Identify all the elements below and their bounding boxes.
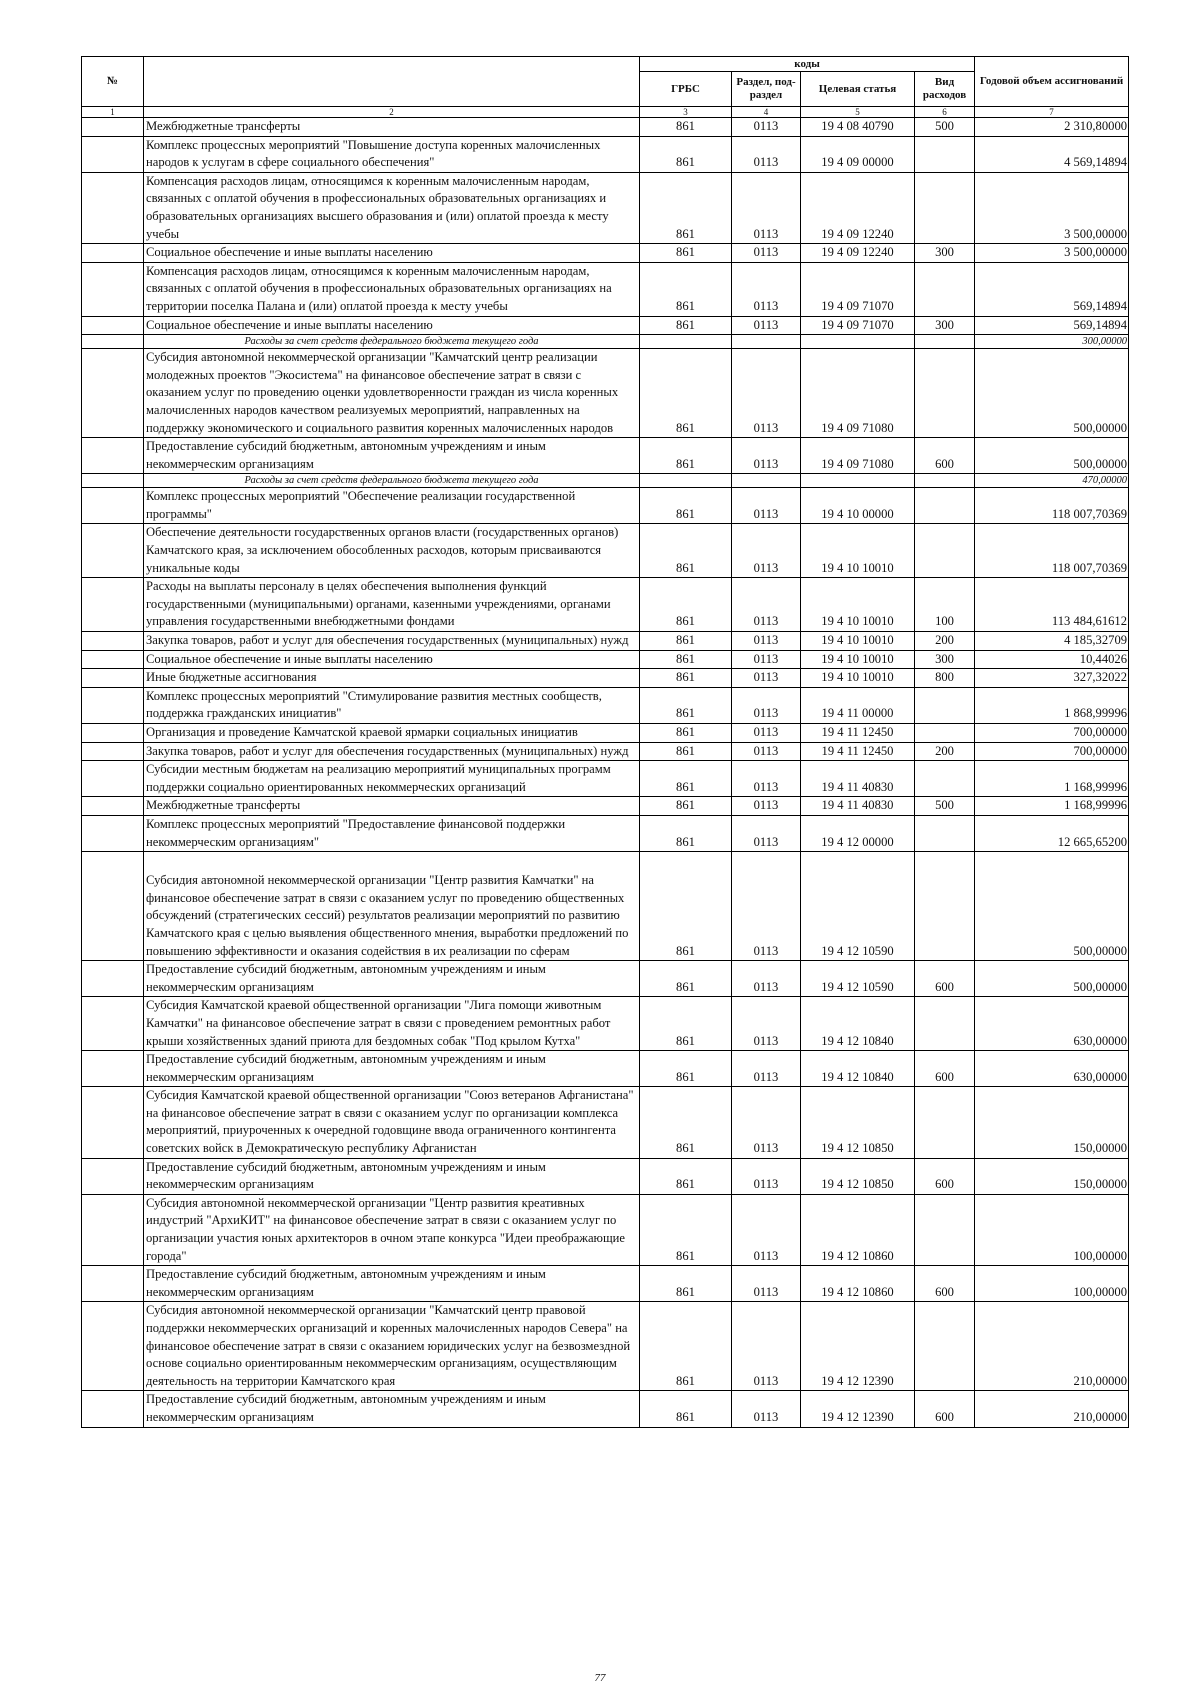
kind-cell	[915, 172, 975, 243]
grbs-cell: 861	[640, 852, 732, 961]
amount-cell: 150,00000	[975, 1158, 1129, 1194]
row-name-cell: Расходы за счет средств федерального бюджета текущего года	[144, 335, 640, 349]
row-name-cell: Предоставление субсидий бюджетным, автономным учреждениям и иным некоммерческим организациям	[144, 1266, 640, 1302]
kind-cell	[915, 524, 975, 578]
row-number-cell	[82, 724, 144, 743]
row-name-cell: Социальное обеспечение и иные выплаты населению	[144, 650, 640, 669]
row-number-cell	[82, 349, 144, 438]
table-row	[82, 797, 1129, 816]
section-cell: 0113	[732, 852, 801, 961]
grbs-cell: 861	[640, 136, 732, 172]
row-name-cell: Расходы на выплаты персоналу в целях обеспечения выполнения функций государственными (муниципальными) органами, казенными учреждениями, органами управления государственными внебюджетными фондами	[144, 578, 640, 632]
row-number-cell	[82, 172, 144, 243]
header-amount: Годовой объем ассигнований	[975, 57, 1129, 107]
row-number-cell	[82, 578, 144, 632]
grbs-cell: 861	[640, 742, 732, 761]
target-cell: 19 4 12 10590	[801, 961, 915, 997]
kind-cell	[915, 687, 975, 723]
row-name-cell: Компенсация расходов лицам, относящимся к коренным малочисленным народам, связанных с оплатой обучения в профессиональных образовательных организациях на территории поселка Палана и (или) оплатой проезда к месту учебы	[144, 262, 640, 316]
target-cell: 19 4 10 10010	[801, 650, 915, 669]
amount-cell: 210,00000	[975, 1391, 1129, 1427]
row-number-cell	[82, 1266, 144, 1302]
amount-cell: 210,00000	[975, 1302, 1129, 1391]
section-cell: 0113	[732, 438, 801, 474]
table-row	[82, 724, 1129, 743]
section-cell: 0113	[732, 244, 801, 263]
section-cell: 0113	[732, 172, 801, 243]
row-number-cell	[82, 1391, 144, 1427]
table-row	[82, 1194, 1129, 1265]
row-number-cell	[82, 961, 144, 997]
target-cell: 19 4 09 00000	[801, 136, 915, 172]
table-row	[82, 997, 1129, 1051]
section-cell: 0113	[732, 136, 801, 172]
table-row	[82, 136, 1129, 172]
target-cell: 19 4 12 12390	[801, 1391, 915, 1427]
target-cell: 19 4 11 12450	[801, 742, 915, 761]
row-number-cell	[82, 438, 144, 474]
amount-cell: 4 185,32709	[975, 632, 1129, 651]
target-cell: 19 4 09 71080	[801, 438, 915, 474]
header-target: Целевая статья	[801, 72, 915, 107]
table-row	[82, 1391, 1129, 1427]
row-number-cell	[82, 244, 144, 263]
row-name-cell: Организация и проведение Камчатской краевой ярмарки социальных инициатив	[144, 724, 640, 743]
row-number-cell	[82, 997, 144, 1051]
table-row	[82, 815, 1129, 851]
row-name-cell: Межбюджетные трансферты	[144, 797, 640, 816]
grbs-cell	[640, 335, 732, 349]
amount-cell: 150,00000	[975, 1087, 1129, 1158]
target-cell: 19 4 10 00000	[801, 488, 915, 524]
row-number-cell	[82, 524, 144, 578]
table-row	[82, 578, 1129, 632]
amount-cell: 100,00000	[975, 1266, 1129, 1302]
column-number: 1	[82, 107, 144, 118]
target-cell: 19 4 12 10840	[801, 997, 915, 1051]
section-cell: 0113	[732, 262, 801, 316]
row-number-cell	[82, 1302, 144, 1391]
amount-cell: 470,00000	[975, 474, 1129, 488]
row-name-cell: Субсидия автономной некоммерческой организации "Центр развития креативных индустрий "АрхиКИТ" на финансовое обеспечение затрат в связи с оказанием услуг по организации участия юных архитекторов в очном этапе конкурса "Идеи преображающие города"	[144, 1194, 640, 1265]
row-name-cell: Субсидия Камчатской краевой общественной организации "Союз ветеранов Афганистана" на финансовое обеспечение затрат в связи с оказанием услуг по организации комплекса мероприятий, приуроченных к очередной годовщине ввода ограниченного контингента советских войск в Демократическую республику Афганистан	[144, 1087, 640, 1158]
grbs-cell: 861	[640, 1158, 732, 1194]
column-number: 7	[975, 107, 1129, 118]
table-row	[82, 488, 1129, 524]
target-cell: 19 4 12 10590	[801, 852, 915, 961]
kind-cell	[915, 1194, 975, 1265]
amount-cell: 1 168,99996	[975, 761, 1129, 797]
column-numbers-row	[82, 107, 1129, 118]
grbs-cell: 861	[640, 118, 732, 137]
row-number-cell	[82, 488, 144, 524]
row-number-cell	[82, 474, 144, 488]
column-number: 3	[640, 107, 732, 118]
column-number: 4	[732, 107, 801, 118]
row-number-cell	[82, 852, 144, 961]
kind-cell: 500	[915, 118, 975, 137]
grbs-cell: 861	[640, 815, 732, 851]
kind-cell: 300	[915, 316, 975, 335]
federal-funds-row	[82, 474, 1129, 488]
target-cell: 19 4 11 00000	[801, 687, 915, 723]
header-grbs: ГРБС	[640, 72, 732, 107]
row-number-cell	[82, 687, 144, 723]
amount-cell: 118 007,70369	[975, 524, 1129, 578]
table-header	[82, 57, 1129, 118]
amount-cell: 1 168,99996	[975, 797, 1129, 816]
column-number: 6	[915, 107, 975, 118]
kind-cell	[915, 474, 975, 488]
target-cell: 19 4 11 40830	[801, 797, 915, 816]
row-name-cell: Субсидия автономной некоммерческой организации "Камчатский центр реализации молодежных проектов "Экосистема" на финансовое обеспечение затрат в связи с оказанием услуг по проведению оценки удовлетворенности граждан из числа коренных малочисленных народов качеством реализуемых мероприятий, направленных на поддержку экономического и социального развития коренных малочисленных народов	[144, 349, 640, 438]
amount-cell: 327,32022	[975, 669, 1129, 688]
row-name-cell: Иные бюджетные ассигнования	[144, 669, 640, 688]
kind-cell	[915, 349, 975, 438]
section-cell: 0113	[732, 316, 801, 335]
grbs-cell: 861	[640, 172, 732, 243]
grbs-cell: 861	[640, 349, 732, 438]
header-section: Раздел, под-раздел	[732, 72, 801, 107]
row-number-cell	[82, 1158, 144, 1194]
section-cell	[732, 335, 801, 349]
table-row	[82, 244, 1129, 263]
grbs-cell: 861	[640, 1391, 732, 1427]
row-name-cell: Предоставление субсидий бюджетным, автономным учреждениям и иным некоммерческим организациям	[144, 1391, 640, 1427]
amount-cell: 12 665,65200	[975, 815, 1129, 851]
amount-cell: 630,00000	[975, 1051, 1129, 1087]
table-row	[82, 650, 1129, 669]
table-row	[82, 262, 1129, 316]
section-cell: 0113	[732, 118, 801, 137]
target-cell: 19 4 12 10850	[801, 1158, 915, 1194]
section-cell: 0113	[732, 632, 801, 651]
amount-cell: 630,00000	[975, 997, 1129, 1051]
row-number-cell	[82, 669, 144, 688]
target-cell: 19 4 12 10860	[801, 1194, 915, 1265]
section-cell: 0113	[732, 650, 801, 669]
amount-cell: 1 868,99996	[975, 687, 1129, 723]
kind-cell	[915, 136, 975, 172]
amount-cell: 700,00000	[975, 724, 1129, 743]
target-cell: 19 4 09 71070	[801, 262, 915, 316]
grbs-cell: 861	[640, 761, 732, 797]
table-row	[82, 1158, 1129, 1194]
amount-cell: 569,14894	[975, 316, 1129, 335]
amount-cell: 700,00000	[975, 742, 1129, 761]
row-number-cell	[82, 742, 144, 761]
row-name-cell: Социальное обеспечение и иные выплаты населению	[144, 244, 640, 263]
kind-cell	[915, 488, 975, 524]
kind-cell: 200	[915, 742, 975, 761]
amount-cell: 300,00000	[975, 335, 1129, 349]
row-number-cell	[82, 316, 144, 335]
row-number-cell	[82, 1194, 144, 1265]
kind-cell: 600	[915, 1158, 975, 1194]
grbs-cell: 861	[640, 669, 732, 688]
row-name-cell: Субсидия Камчатской краевой общественной организации "Лига помощи животным Камчатки" на финансовое обеспечение затрат в связи с проведением ремонтных работ крыши хозяйственных зданий приюта для бездомных собак "Под крылом Кутха"	[144, 997, 640, 1051]
row-name-cell: Расходы за счет средств федерального бюджета текущего года	[144, 474, 640, 488]
target-cell: 19 4 09 71080	[801, 349, 915, 438]
table-row	[82, 524, 1129, 578]
table-body	[82, 118, 1129, 1428]
target-cell: 19 4 11 40830	[801, 761, 915, 797]
row-name-cell: Субсидии местным бюджетам на реализацию мероприятий муниципальных программ поддержки социально ориентированных некоммерческих организаций	[144, 761, 640, 797]
section-cell: 0113	[732, 997, 801, 1051]
row-name-cell: Предоставление субсидий бюджетным, автономным учреждениям и иным некоммерческим организациям	[144, 961, 640, 997]
amount-cell: 113 484,61612	[975, 578, 1129, 632]
amount-cell: 118 007,70369	[975, 488, 1129, 524]
amount-cell: 500,00000	[975, 438, 1129, 474]
section-cell: 0113	[732, 1266, 801, 1302]
amount-cell: 4 569,14894	[975, 136, 1129, 172]
row-name-cell: Компенсация расходов лицам, относящимся к коренным малочисленным народам, связанных с оплатой обучения в профессиональных образовательных организациях и образовательных организациях высшего образования и (или) оплатой проезда к месту учебы	[144, 172, 640, 243]
table-row	[82, 852, 1129, 961]
kind-cell: 300	[915, 244, 975, 263]
target-cell: 19 4 11 12450	[801, 724, 915, 743]
table-row	[82, 669, 1129, 688]
table-row	[82, 172, 1129, 243]
section-cell: 0113	[732, 578, 801, 632]
row-number-cell	[82, 136, 144, 172]
row-name-cell: Комплекс процессных мероприятий "Обеспечение реализации государственной программы"	[144, 488, 640, 524]
row-number-cell	[82, 797, 144, 816]
row-name-cell: Предоставление субсидий бюджетным, автономным учреждениям и иным некоммерческим организациям	[144, 1158, 640, 1194]
section-cell: 0113	[732, 669, 801, 688]
amount-cell: 500,00000	[975, 852, 1129, 961]
kind-cell: 600	[915, 438, 975, 474]
section-cell	[732, 474, 801, 488]
row-number-cell	[82, 1087, 144, 1158]
table-row	[82, 1051, 1129, 1087]
kind-cell: 600	[915, 1391, 975, 1427]
row-number-cell	[82, 118, 144, 137]
table-row	[82, 742, 1129, 761]
target-cell: 19 4 12 10850	[801, 1087, 915, 1158]
table-row	[82, 687, 1129, 723]
grbs-cell	[640, 474, 732, 488]
row-name-cell: Комплекс процессных мероприятий "Предоставление финансовой поддержки некоммерческим организациям"	[144, 815, 640, 851]
row-name-cell: Комплекс процессных мероприятий "Повышение доступа коренных малочисленных народов к услугам в сфере социального обеспечения"	[144, 136, 640, 172]
header-codes: коды	[640, 57, 975, 72]
section-cell: 0113	[732, 524, 801, 578]
section-cell: 0113	[732, 797, 801, 816]
grbs-cell: 861	[640, 488, 732, 524]
row-number-cell	[82, 761, 144, 797]
target-cell: 19 4 12 10860	[801, 1266, 915, 1302]
kind-cell: 600	[915, 1051, 975, 1087]
grbs-cell: 861	[640, 1302, 732, 1391]
grbs-cell: 861	[640, 438, 732, 474]
section-cell: 0113	[732, 742, 801, 761]
column-number: 2	[144, 107, 640, 118]
row-name-cell: Комплекс процессных мероприятий "Стимулирование развития местных сообществ, поддержка гражданских инициатив"	[144, 687, 640, 723]
grbs-cell: 861	[640, 797, 732, 816]
section-cell: 0113	[732, 488, 801, 524]
row-name-cell: Закупка товаров, работ и услуг для обеспечения государственных (муниципальных) нужд	[144, 632, 640, 651]
target-cell: 19 4 10 10010	[801, 578, 915, 632]
row-name-cell: Межбюджетные трансферты	[144, 118, 640, 137]
target-cell: 19 4 08 40790	[801, 118, 915, 137]
target-cell: 19 4 12 12390	[801, 1302, 915, 1391]
kind-cell	[915, 335, 975, 349]
kind-cell: 800	[915, 669, 975, 688]
grbs-cell: 861	[640, 1087, 732, 1158]
column-number: 5	[801, 107, 915, 118]
table-row	[82, 761, 1129, 797]
amount-cell: 500,00000	[975, 961, 1129, 997]
kind-cell	[915, 852, 975, 961]
grbs-cell: 861	[640, 650, 732, 669]
kind-cell: 200	[915, 632, 975, 651]
amount-cell: 3 500,00000	[975, 172, 1129, 243]
amount-cell: 100,00000	[975, 1194, 1129, 1265]
section-cell: 0113	[732, 961, 801, 997]
kind-cell	[915, 997, 975, 1051]
section-cell: 0113	[732, 1302, 801, 1391]
section-cell: 0113	[732, 349, 801, 438]
section-cell: 0113	[732, 815, 801, 851]
row-name-cell: Предоставление субсидий бюджетным, автономным учреждениям и иным некоммерческим организациям	[144, 1051, 640, 1087]
grbs-cell: 861	[640, 632, 732, 651]
kind-cell: 300	[915, 650, 975, 669]
kind-cell	[915, 815, 975, 851]
target-cell: 19 4 09 12240	[801, 244, 915, 263]
target-cell: 19 4 10 10010	[801, 632, 915, 651]
kind-cell	[915, 1087, 975, 1158]
row-name-cell: Обеспечение деятельности государственных органов власти (государственных органов) Камчатского края, за исключением обособленных расходов, которым присваиваются уникальные коды	[144, 524, 640, 578]
row-number-cell	[82, 335, 144, 349]
row-name-cell: Субсидия автономной некоммерческой организации "Центр развития Камчатки" на финансовое обеспечение затрат в связи с оказанием услуг по проведению общественных обсуждений (стратегических сессий) результатов реализации мероприятий по развитию Камчатского края с целью выявления общественного мнения, выработки предложений по повышению эффективности и оказания содействия в их реализации по сферам	[144, 852, 640, 961]
row-number-cell	[82, 1051, 144, 1087]
table-row	[82, 349, 1129, 438]
page-number: 77	[594, 1672, 606, 1684]
section-cell: 0113	[732, 724, 801, 743]
grbs-cell: 861	[640, 244, 732, 263]
grbs-cell: 861	[640, 316, 732, 335]
table-row	[82, 1302, 1129, 1391]
target-cell: 19 4 09 71070	[801, 316, 915, 335]
row-number-cell	[82, 650, 144, 669]
amount-cell: 569,14894	[975, 262, 1129, 316]
grbs-cell: 861	[640, 1051, 732, 1087]
table-row	[82, 438, 1129, 474]
row-number-cell	[82, 632, 144, 651]
target-cell: 19 4 10 10010	[801, 669, 915, 688]
header-no: №	[82, 57, 144, 107]
federal-funds-row	[82, 335, 1129, 349]
section-cell: 0113	[732, 761, 801, 797]
section-cell: 0113	[732, 1391, 801, 1427]
kind-cell: 600	[915, 1266, 975, 1302]
kind-cell: 500	[915, 797, 975, 816]
table-row	[82, 1087, 1129, 1158]
grbs-cell: 861	[640, 262, 732, 316]
section-cell: 0113	[732, 1158, 801, 1194]
grbs-cell: 861	[640, 724, 732, 743]
row-number-cell	[82, 815, 144, 851]
grbs-cell: 861	[640, 1194, 732, 1265]
row-name-cell: Субсидия автономной некоммерческой организации "Камчатский центр правовой поддержки некоммерческих организаций и коренных малочисленных народов Севера" на финансовое обеспечение затрат в связи с оказанием юридических услуг на безвозмездной основе социально ориентированным некоммерческим организациям, осуществляющим деятельность на территории Камчатского края	[144, 1302, 640, 1391]
grbs-cell: 861	[640, 524, 732, 578]
section-cell: 0113	[732, 1194, 801, 1265]
amount-cell: 500,00000	[975, 349, 1129, 438]
row-name-cell: Закупка товаров, работ и услуг для обеспечения государственных (муниципальных) нужд	[144, 742, 640, 761]
target-cell: 19 4 09 12240	[801, 172, 915, 243]
table-row	[82, 632, 1129, 651]
grbs-cell: 861	[640, 997, 732, 1051]
table-row	[82, 316, 1129, 335]
budget-table	[81, 56, 1129, 1428]
row-name-cell: Предоставление субсидий бюджетным, автономным учреждениям и иным некоммерческим организациям	[144, 438, 640, 474]
table-row	[82, 961, 1129, 997]
row-name-cell: Социальное обеспечение и иные выплаты населению	[144, 316, 640, 335]
kind-cell: 600	[915, 961, 975, 997]
kind-cell	[915, 761, 975, 797]
header-name	[144, 57, 640, 107]
section-cell: 0113	[732, 1051, 801, 1087]
kind-cell	[915, 262, 975, 316]
amount-cell: 10,44026	[975, 650, 1129, 669]
target-cell	[801, 335, 915, 349]
target-cell	[801, 474, 915, 488]
section-cell: 0113	[732, 687, 801, 723]
kind-cell: 100	[915, 578, 975, 632]
table-row	[82, 1266, 1129, 1302]
header-kind: Вид расходов	[915, 72, 975, 107]
target-cell: 19 4 12 10840	[801, 1051, 915, 1087]
table-row	[82, 118, 1129, 137]
section-cell: 0113	[732, 1087, 801, 1158]
amount-cell: 2 310,80000	[975, 118, 1129, 137]
grbs-cell: 861	[640, 1266, 732, 1302]
target-cell: 19 4 10 10010	[801, 524, 915, 578]
amount-cell: 3 500,00000	[975, 244, 1129, 263]
row-number-cell	[82, 262, 144, 316]
target-cell: 19 4 12 00000	[801, 815, 915, 851]
grbs-cell: 861	[640, 578, 732, 632]
grbs-cell: 861	[640, 961, 732, 997]
kind-cell	[915, 724, 975, 743]
grbs-cell: 861	[640, 687, 732, 723]
kind-cell	[915, 1302, 975, 1391]
